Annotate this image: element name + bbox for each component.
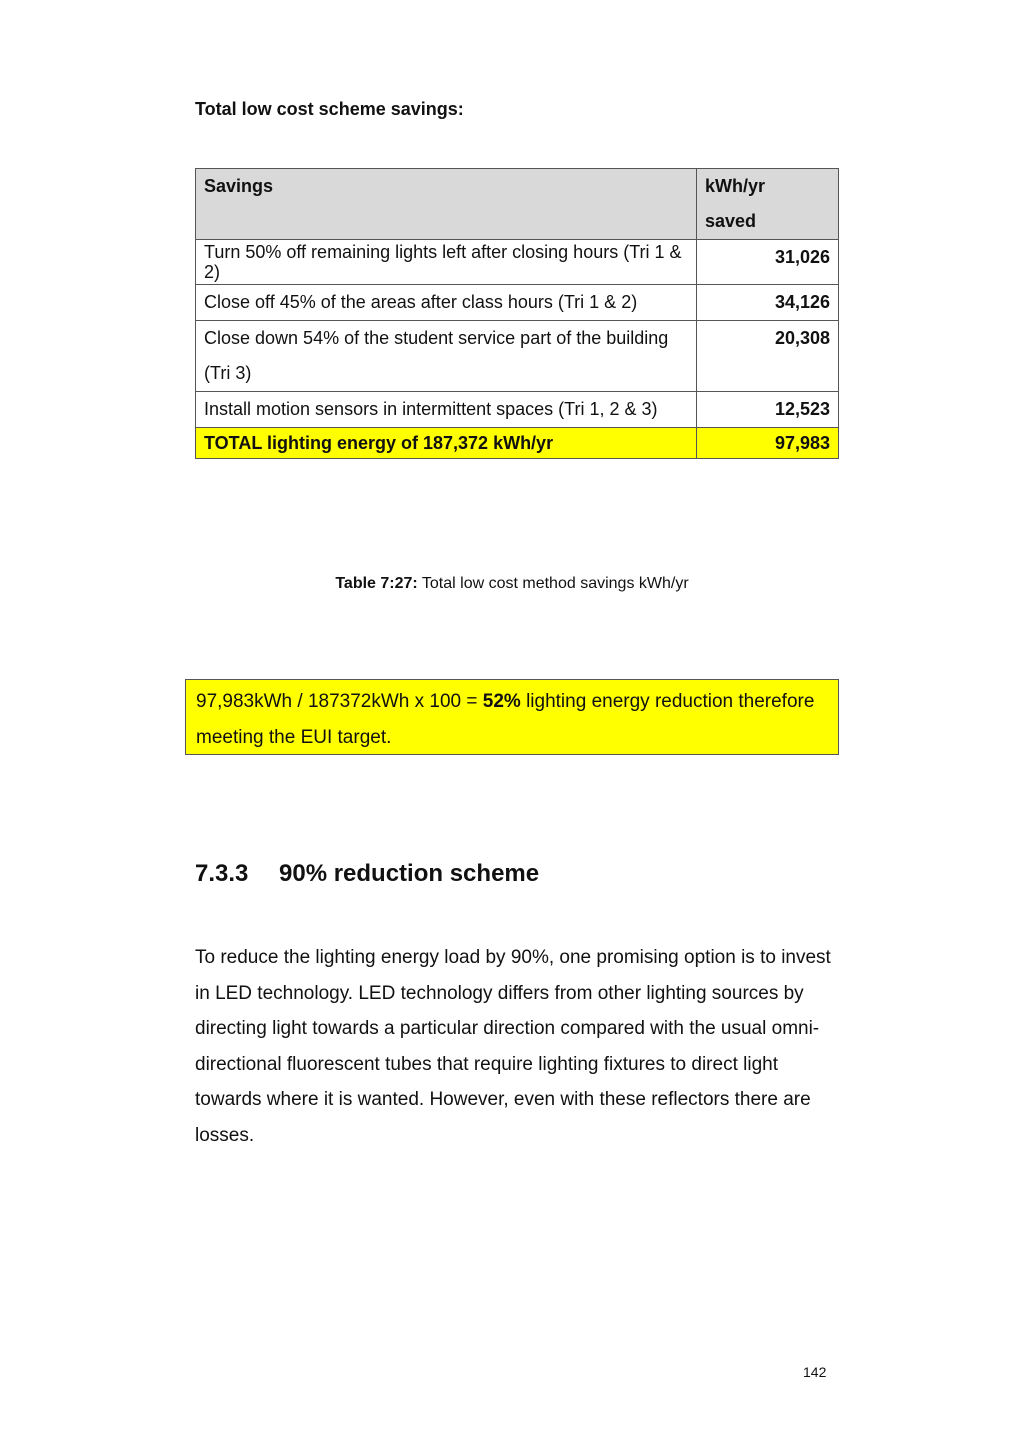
row-value: 12,523 [697, 392, 839, 428]
callout-post: lighting energy reduction therefore meeting the EUI target. [196, 691, 815, 748]
row-desc: Close off 45% of the areas after class hours (Tri 1 & 2) [196, 285, 697, 321]
section-heading [195, 860, 539, 888]
total-desc: TOTAL lighting energy of 187,372 kWh/yr [196, 428, 697, 459]
caption-text: Total low cost method savings kWh/yr [417, 575, 689, 592]
row-value: 31,026 [697, 240, 839, 285]
row-desc: Turn 50% off remaining lights left after closing hours (Tri 1 & 2) [196, 240, 697, 285]
table-header-row [196, 169, 839, 240]
table-caption [0, 575, 1024, 593]
header-kwh-line1: kWh/yr [705, 176, 766, 196]
body-paragraph: To reduce the lighting energy load by 90%, one promising option is to invest in LED technology. LED technology differs from other lighting sources by directing light towards a particular direction compared with the usual omni-directional fluorescent tubes that require lighting fixtures to direct light towards where it is wanted. However, even with these reflectors there are losses. [195, 947, 831, 1146]
callout-percent: 52% [482, 691, 521, 712]
total-value: 97,983 [697, 428, 839, 459]
table-row [196, 392, 839, 428]
header-kwh-saved [697, 169, 839, 240]
table-total-row [196, 428, 839, 459]
table-row [196, 240, 839, 285]
page-heading: Total low cost scheme savings: [195, 99, 464, 119]
header-savings [196, 169, 697, 240]
row-desc: Close down 54% of the student service part of the building (Tri 3) [196, 321, 697, 392]
callout-pre: 97,983kWh / 187372kWh x 100 = [196, 691, 483, 712]
table-row [196, 321, 839, 392]
header-kwh-line2: saved [705, 211, 757, 231]
page-number: 142 [803, 1364, 827, 1380]
table-row [196, 285, 839, 321]
row-value: 20,308 [697, 321, 839, 392]
header-savings-label: Savings [204, 176, 274, 196]
result-callout [185, 679, 839, 755]
section-number: 7.3.3 [195, 860, 249, 887]
caption-label: Table 7:27: [335, 575, 418, 592]
section-title: 90% reduction scheme [279, 860, 540, 887]
row-desc: Install motion sensors in intermittent spaces (Tri 1, 2 & 3) [196, 392, 697, 428]
row-value: 34,126 [697, 285, 839, 321]
savings-table [195, 168, 839, 459]
